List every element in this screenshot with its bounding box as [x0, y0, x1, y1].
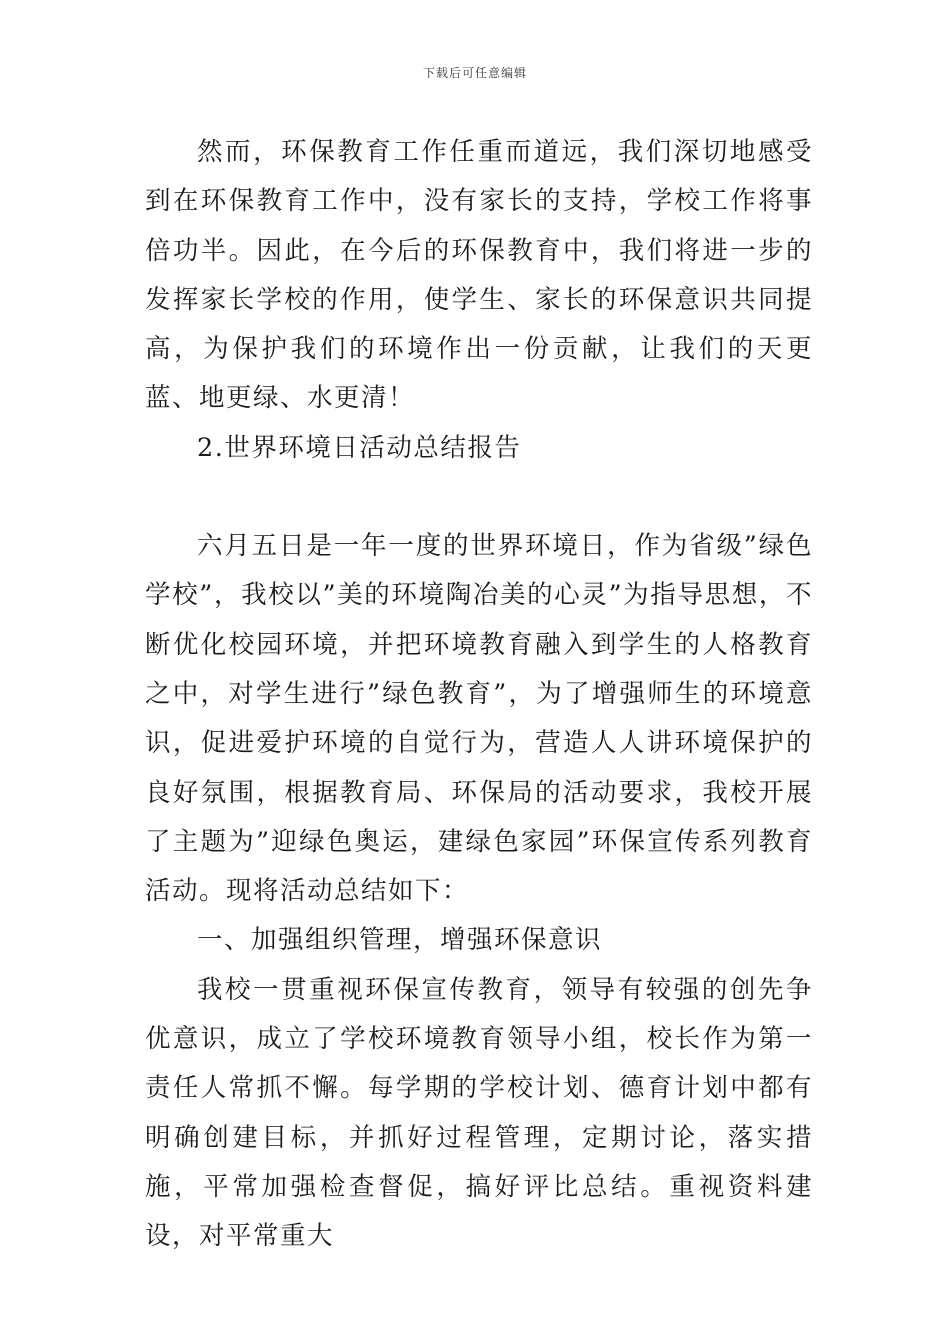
- blank-line: [145, 473, 813, 522]
- paragraph-body: 我校一贯重视环保宣传教育，领导有较强的创先争优意识，成立了学校环境教育领导小组，校长作为第一责任人常抓不懈。每学期的学校计划、德育计划中都有明确创建目标，并抓好过程管理，定期讨论，落实措施，平常加强检查督促，搞好评比总结。重视资料建设，对平常重大: [145, 974, 813, 1252]
- paragraph-conclusion: 然而，环保教育工作任重而道远，我们深切地感受到在环保教育工作中，没有家长的支持，学校工作将事倍功半。因此，在今后的环保教育中，我们将进一步的发挥家长学校的作用，使学生、家长的环保意识共同提高，为保护我们的环境作出一份贡献，让我们的天更蓝、地更绿、水更清！: [145, 137, 813, 414]
- document-body: [145, 128, 813, 1262]
- page-header: 下载后可任意编辑: [422, 66, 527, 80]
- section-title: 2.世界环境日活动总结报告: [197, 432, 522, 463]
- paragraph-intro: 六月五日是一年一度的世界环境日，作为省级”绿色学校”，我校以”美的环境陶冶美的心灵”为指导思想，不断优化校园环境，并把环境教育融入到学生的人格教育之中，对学生进行”绿色教育”，为了增强师生的环境意识，促进爱护环境的自觉行为，营造人人讲环境保护的良好氛围，根据教育局、环保局的活动要求，我校开展了主题为”迎绿色奥运，建绿色家园”环保宣传系列教育活动。现将活动总结如下：: [145, 531, 813, 907]
- subheading: 一、加强组织管理，增强环保意识: [197, 925, 603, 956]
